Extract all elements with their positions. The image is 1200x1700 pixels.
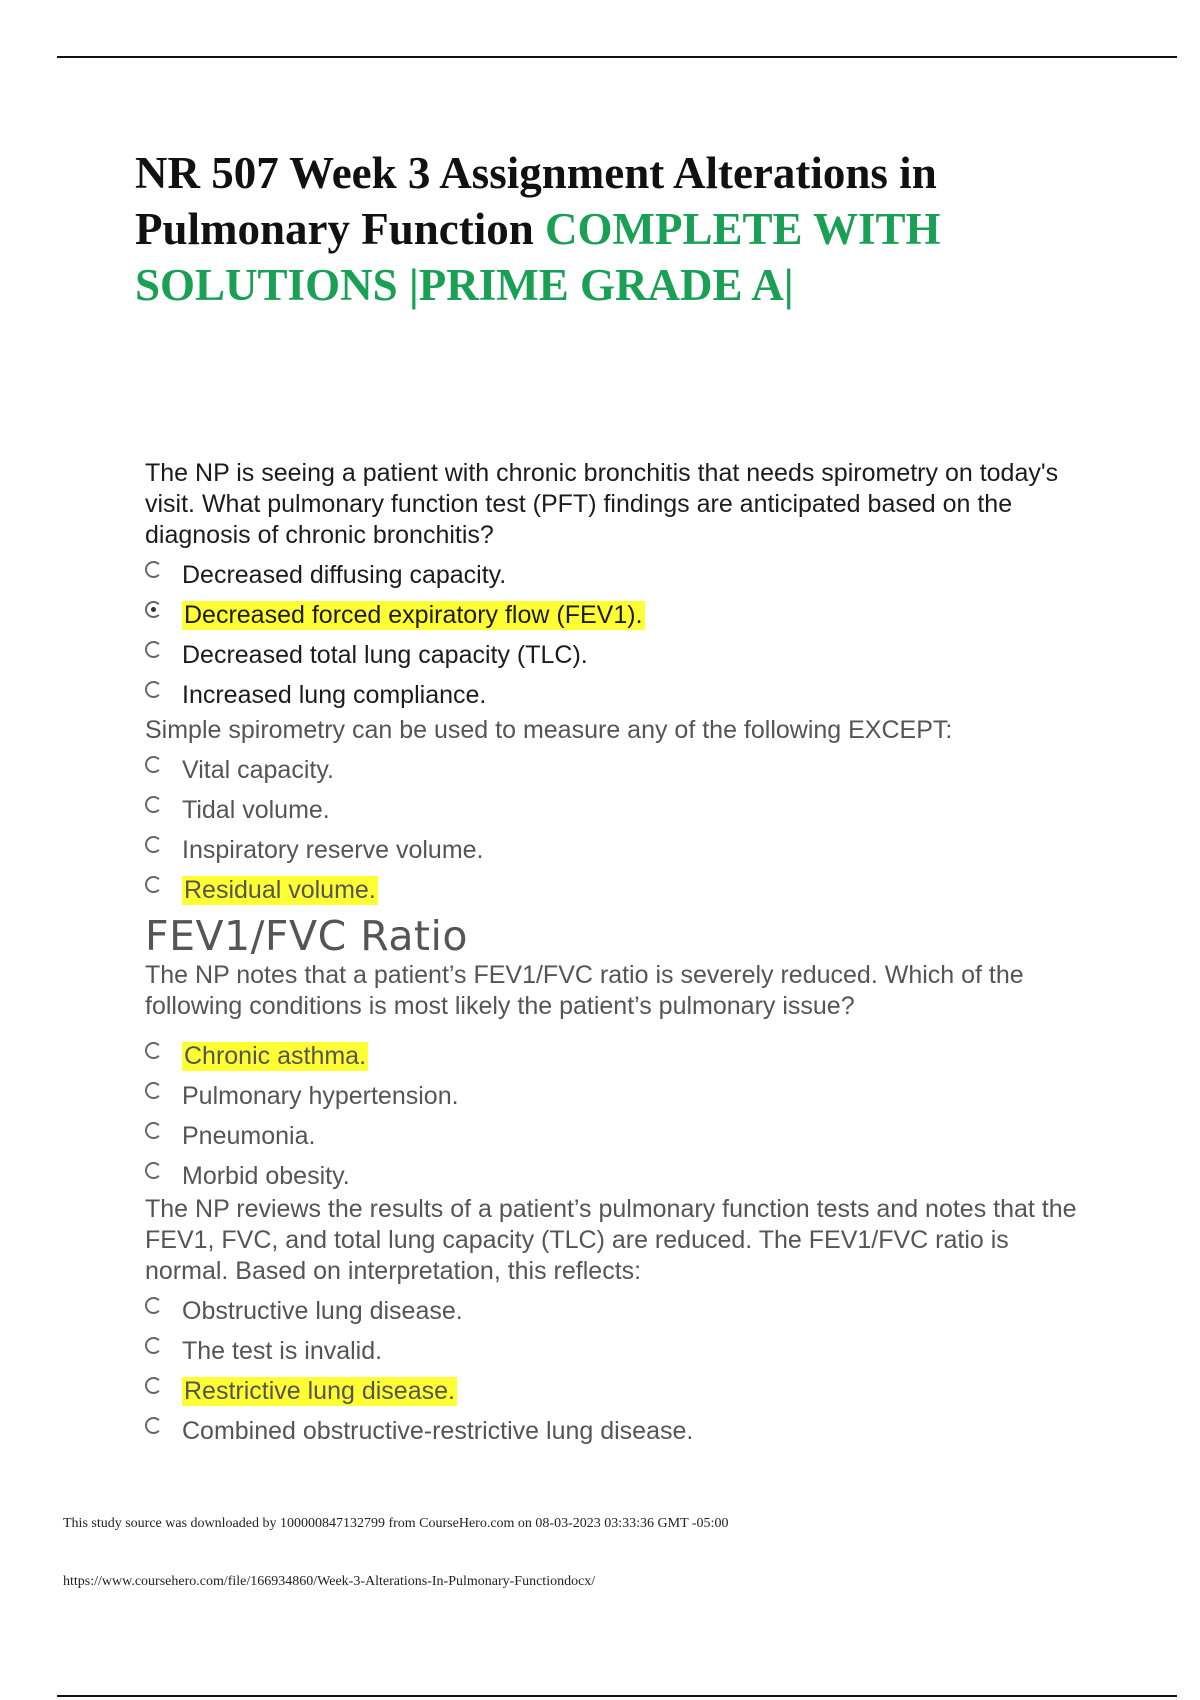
option-label-highlighted: Restrictive lung disease.	[184, 1376, 455, 1405]
option-label: Pneumonia.	[182, 1121, 316, 1150]
radio-icon[interactable]	[145, 1377, 162, 1394]
option-label: Combined obstructive-restrictive lung disease.	[182, 1416, 694, 1445]
option-item[interactable]	[145, 754, 1085, 786]
radio-icon[interactable]	[145, 1337, 162, 1354]
page-title	[135, 145, 1115, 313]
radio-icon[interactable]	[145, 1417, 162, 1434]
option-item[interactable]	[145, 794, 1085, 826]
option-item-selected[interactable]	[145, 599, 1085, 631]
option-item[interactable]	[145, 834, 1085, 866]
radio-icon[interactable]	[145, 1042, 162, 1059]
radio-icon[interactable]	[145, 681, 162, 698]
option-item[interactable]	[145, 1375, 1085, 1407]
option-label: Decreased total lung capacity (TLC).	[182, 640, 588, 669]
option-label: Tidal volume.	[182, 795, 330, 824]
option-label: Increased lung compliance.	[182, 680, 487, 709]
bottom-rule	[57, 1695, 1177, 1697]
option-label-highlighted: Chronic asthma.	[184, 1041, 367, 1070]
document-body	[145, 458, 1085, 1447]
option-label: Pulmonary hypertension.	[182, 1081, 459, 1110]
option-label: Obstructive lung disease.	[182, 1296, 463, 1325]
option-label: Inspiratory reserve volume.	[182, 835, 484, 864]
radio-icon[interactable]	[145, 561, 162, 578]
radio-icon[interactable]	[145, 1297, 162, 1314]
option-item[interactable]	[145, 874, 1085, 906]
option-item[interactable]	[145, 679, 1085, 711]
radio-icon[interactable]	[145, 641, 162, 658]
radio-icon[interactable]	[145, 876, 162, 893]
section-heading: FEV1/FVC Ratio	[145, 912, 468, 960]
option-item[interactable]	[145, 559, 1085, 591]
footer-source: This study source was downloaded by 100000847132799 from CourseHero.com on 08-03-2023 03:33:36 GMT -05:00	[63, 1516, 729, 1531]
option-label: Vital capacity.	[182, 755, 334, 784]
radio-icon[interactable]	[145, 1122, 162, 1139]
question-3: The NP notes that a patient’s FEV1/FVC ratio is severely reduced. Which of the following conditions is most likely the patient’s pulmonary issue?	[145, 961, 1024, 1020]
radio-checked-icon[interactable]	[145, 601, 162, 618]
top-rule	[57, 56, 1177, 58]
radio-icon[interactable]	[145, 796, 162, 813]
option-item[interactable]	[145, 1335, 1085, 1367]
option-item[interactable]	[145, 1120, 1085, 1152]
option-item[interactable]	[145, 1040, 1085, 1072]
radio-icon[interactable]	[145, 1162, 162, 1179]
footer-url[interactable]: https://www.coursehero.com/file/166934860/Week-3-Alterations-In-Pulmonary-Functiondocx/	[63, 1574, 596, 1589]
question-2: Simple spirometry can be used to measure any of the following EXCEPT:	[145, 716, 953, 744]
option-label-highlighted: Residual volume.	[184, 875, 376, 904]
radio-icon[interactable]	[145, 756, 162, 773]
title-highlight: COMPLETE WITH SOLUTIONS |PRIME GRADE A|	[135, 204, 941, 310]
option-item[interactable]	[145, 1415, 1085, 1447]
option-item[interactable]	[145, 1080, 1085, 1112]
option-item[interactable]	[145, 1160, 1085, 1192]
option-label: Morbid obesity.	[182, 1161, 350, 1190]
option-label-highlighted: Decreased forced expiratory flow (FEV1).	[184, 600, 643, 629]
question-4: The NP reviews the results of a patient’s pulmonary function tests and notes that the FEV1, FVC, and total lung capacity (TLC) are reduced. The FEV1/FVC ratio is normal. Based on interpretation, this reflects:	[145, 1195, 1077, 1285]
title-main: NR 507 Week 3 Assignment Alterations in Pulmonary Function	[135, 148, 937, 254]
option-label: The test is invalid.	[182, 1336, 383, 1365]
option-label: Decreased diffusing capacity.	[182, 560, 507, 589]
radio-icon[interactable]	[145, 1082, 162, 1099]
question-1: The NP is seeing a patient with chronic bronchitis that needs spirometry on today's visit. What pulmonary function test (PFT) findings are anticipated based on the diagnosis of chronic bronchitis?	[145, 459, 1059, 549]
option-item[interactable]	[145, 639, 1085, 671]
radio-icon[interactable]	[145, 836, 162, 853]
option-item[interactable]	[145, 1295, 1085, 1327]
